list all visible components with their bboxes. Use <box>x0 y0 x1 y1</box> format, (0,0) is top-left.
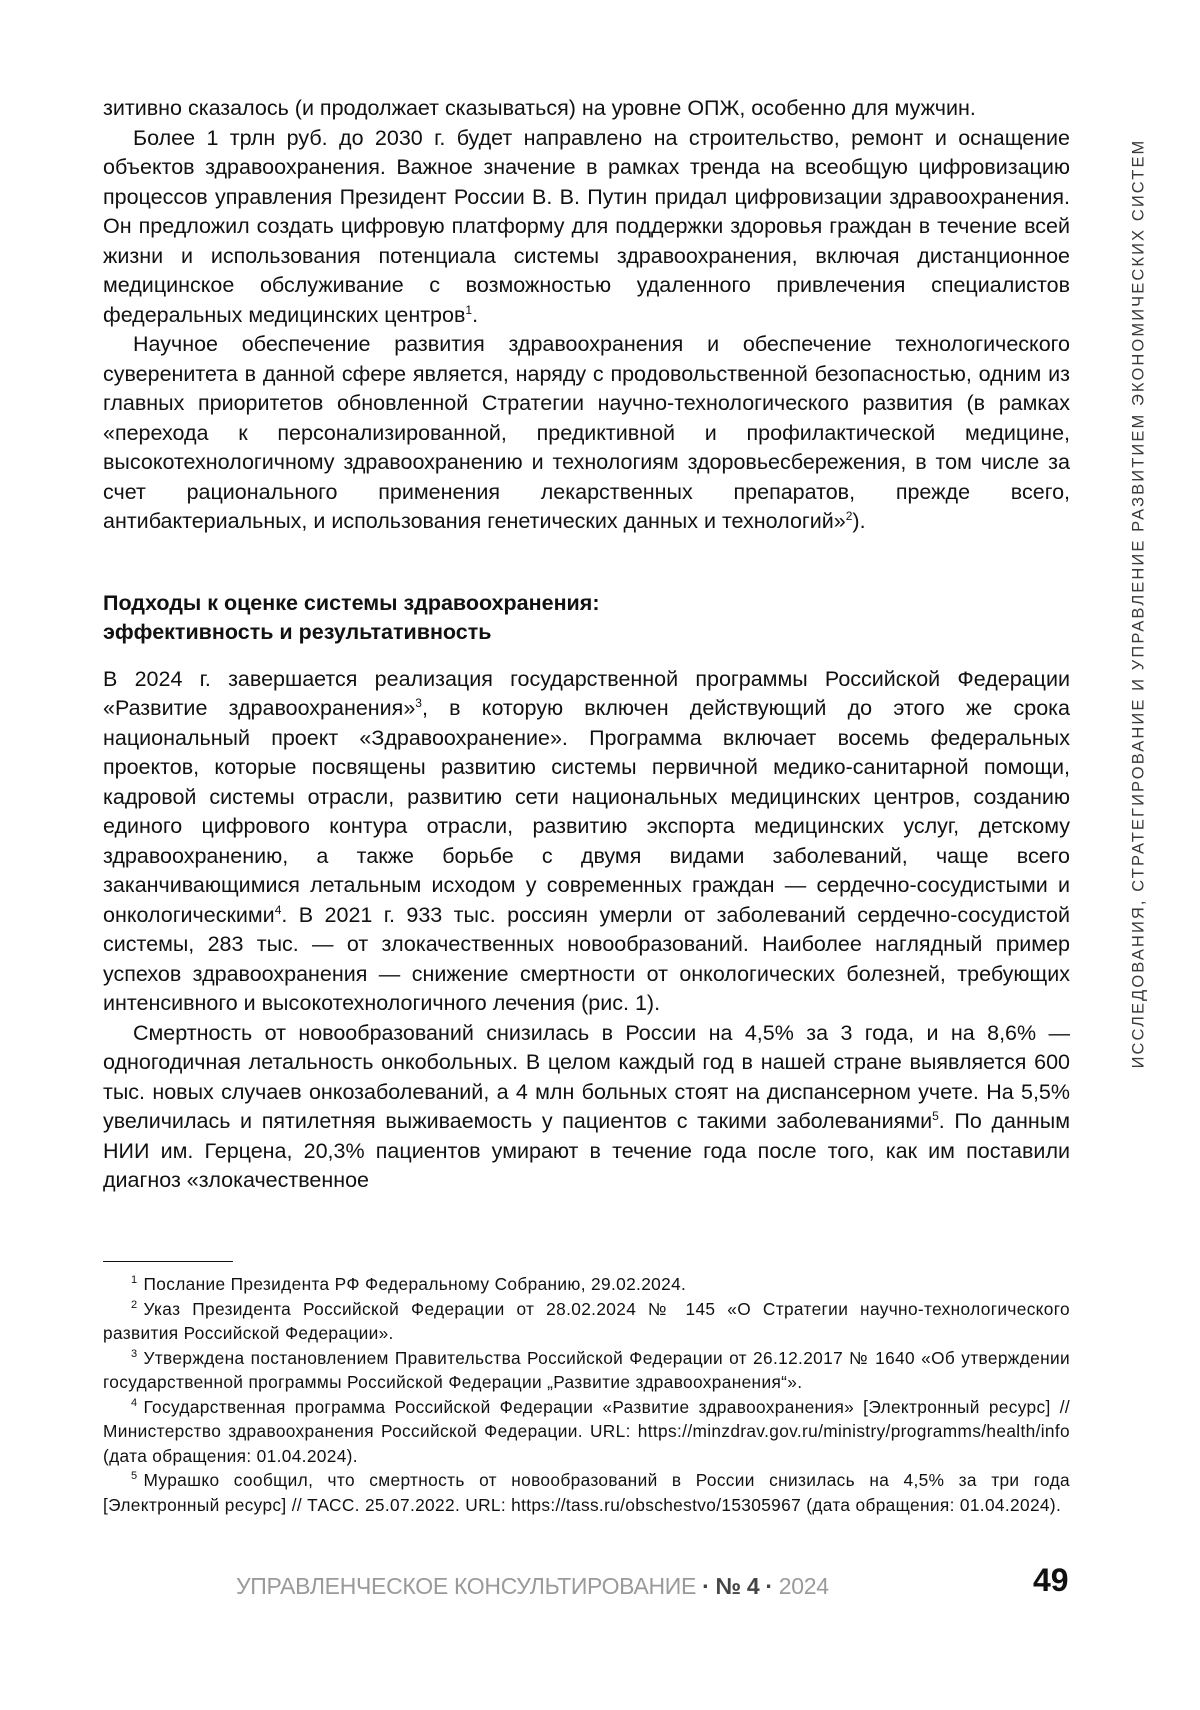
footnote-ref-4[interactable]: 4 <box>275 902 282 916</box>
footer-separator-1: · <box>702 1573 709 1600</box>
footer-separator-2: · <box>765 1573 772 1600</box>
footnote-5-number: 5 <box>131 1470 137 1482</box>
footnote-4-text: Государственная программа Российской Федерации «Развитие здравоохранения» [Электронный ресурс] // Министерство здравоохранения Российской Федерации. URL: https://minzdrav.gov.ru/ministry/programms/health/info (дата обращения: 01.04.2024). <box>103 1397 1070 1466</box>
footnote-4-number: 4 <box>131 1397 137 1409</box>
footnote-1-number: 1 <box>131 1274 137 1286</box>
journal-title: УПРАВЛЕНЧЕСКОЕ КОНСУЛЬТИРОВАНИЕ <box>236 1573 696 1599</box>
footnote-3-text: Утверждена постановлением Правительства Российской Федерации от 26.12.2017 № 1640 «Об утверждении государственной программы Российской Федерации „Развитие здравоохранения“». <box>103 1348 1070 1393</box>
paragraph-3 <box>103 330 1070 537</box>
journal-page <box>0 0 1200 1710</box>
footnote-1-text: Послание Президента РФ Федеральному Собранию, 29.02.2024. <box>143 1274 686 1294</box>
paragraph-2-text: Более 1 трлн руб. до 2030 г. будет направлено на строительство, ремонт и оснащение объектов здравоохранения. Важное значение в рамках тренда на всеобщую цифровизацию процессов управления Президент России В. В. Путин придал цифровизации здравоохранения. Он предложил создать цифровую платформу для поддержки здоровья граждан в течение всей жизни и использования потенциала системы здравоохранения, включая дистанционное медицинское обслуживание с возможностью удаленного привлечения специалистов федеральных медицинских центров <box>103 126 1070 327</box>
footnote-3 <box>103 1346 1070 1395</box>
footnote-5 <box>103 1468 1070 1517</box>
footnote-1 <box>103 1272 1070 1297</box>
paragraph-4-text-c: . В 2021 г. 933 тыс. россиян умерли от заболеваний сердечно-сосудистой системы, 283 тыс. — от злокачественных новообразований. Наиболее наглядный пример успехов здравоохранения — снижение смертности от онкологических болезней, требующих интенсивного и высокотехнологичного лечения (рис. 1). <box>103 903 1070 1016</box>
footnote-divider <box>103 1261 233 1262</box>
paragraph-1: зитивно сказалось (и продолжает сказываться) на уровне ОПЖ, особенно для мужчин. <box>103 94 1070 124</box>
issue-number: № 4 <box>715 1573 759 1599</box>
footnote-ref-5[interactable]: 5 <box>932 1109 939 1123</box>
section-heading-line-1: Подходы к оценке системы здравоохранения: <box>103 589 1070 618</box>
paragraph-2-end: . <box>472 303 478 327</box>
paragraph-4 <box>103 665 1070 1019</box>
issue-year: 2024 <box>779 1573 829 1599</box>
footnote-3-number: 3 <box>131 1348 137 1360</box>
footnote-5-text: Мурашко сообщил, что смертность от новообразований в России снизилась на 4,5% за три года [Электронный ресурс] // ТАСС. 25.07.2022. URL: https://tass.ru/obschestvo/15305967 (дата обращения: 01.04.2024). <box>103 1470 1070 1515</box>
footnote-ref-2[interactable]: 2 <box>846 509 853 523</box>
section-heading-line-2: эффективность и результативность <box>103 618 1070 647</box>
footnote-ref-1[interactable]: 1 <box>465 302 472 316</box>
side-running-title-text: ИССЛЕДОВАНИЯ, СТРАТЕГИРОВАНИЕ И УПРАВЛЕНИЕ РАЗВИТИЕМ ЭКОНОМИЧЕСКИХ СИСТЕМ <box>1130 138 1149 1068</box>
paragraph-5-text-b: . По данным НИИ им. Герцена, 20,3% пациентов умирают в течение года после того, как им поставили диагноз «злокачественное <box>103 1109 1070 1192</box>
article-body <box>103 94 1070 1196</box>
paragraph-5 <box>103 1019 1070 1196</box>
paragraph-3-text: Научное обеспечение развития здравоохранения и обеспечение технологического суверенитета в данной сфере является, наряду с продовольственной безопасностью, одним из главных приоритетов обновленной Стратегии научно-технологического развития (в рамках «перехода к персонализированной, предиктивной и профилактической медицине, высокотехнологичному здравоохранению и технологиям здоровьесбережения, в том числе за счет рационального применения лекарственных препаратов, прежде всего, антибактериальных, и использования генетических данных и технологий» <box>103 332 1070 533</box>
section-heading <box>103 589 1070 647</box>
paragraph-4-text-b: , в которую включен действующий до этого же срока национальный проект «Здравоохранение». Программа включает восемь федеральных проектов, которые посвящены развитию системы первичной медико-санитарной помощи, кадровой системы отрасли, развитию сети национальных медицинских центров, созданию единого цифрового контура отрасли, развитию экспорта медицинских услуг, детскому здравоохранению, а также борьбе с двумя видами заболеваний, чаще всего заканчивающимися летальным исходом у современных граждан — сердечно-сосудистыми и онкологическими <box>103 696 1070 927</box>
paragraph-4-text-a: В 2024 г. завершается реализация государственной программы Российской Федерации «Развитие здравоохранения» <box>103 667 1070 721</box>
paragraph-2 <box>103 124 1070 331</box>
side-running-title <box>1128 98 1150 1108</box>
paragraph-5-text-a: Смертность от новообразований снизилась в России на 4,5% за 3 года, и на 8,6% — одногодичная летальность онкобольных. В целом каждый год в нашей стране выявляется 600 тыс. новых случаев онкозаболеваний, а 4 млн больных стоят на диспансерном учете. На 5,5% увеличилась и пятилетняя выживаемость у пациентов с такими заболеваниями <box>103 1021 1070 1134</box>
footnote-2-text: Указ Президента Российской Федерации от 28.02.2024 № 145 «О Стратегии научно-технологического развития Российской Федерации». <box>103 1299 1070 1344</box>
footnote-ref-3[interactable]: 3 <box>415 696 422 710</box>
footnotes <box>103 1272 1070 1517</box>
footnote-2-number: 2 <box>131 1299 137 1311</box>
footnote-4 <box>103 1395 1070 1469</box>
page-footer <box>236 1573 829 1600</box>
paragraph-3-end: ). <box>852 509 865 533</box>
footnote-2 <box>103 1297 1070 1346</box>
page-number: 49 <box>1033 1562 1069 1599</box>
